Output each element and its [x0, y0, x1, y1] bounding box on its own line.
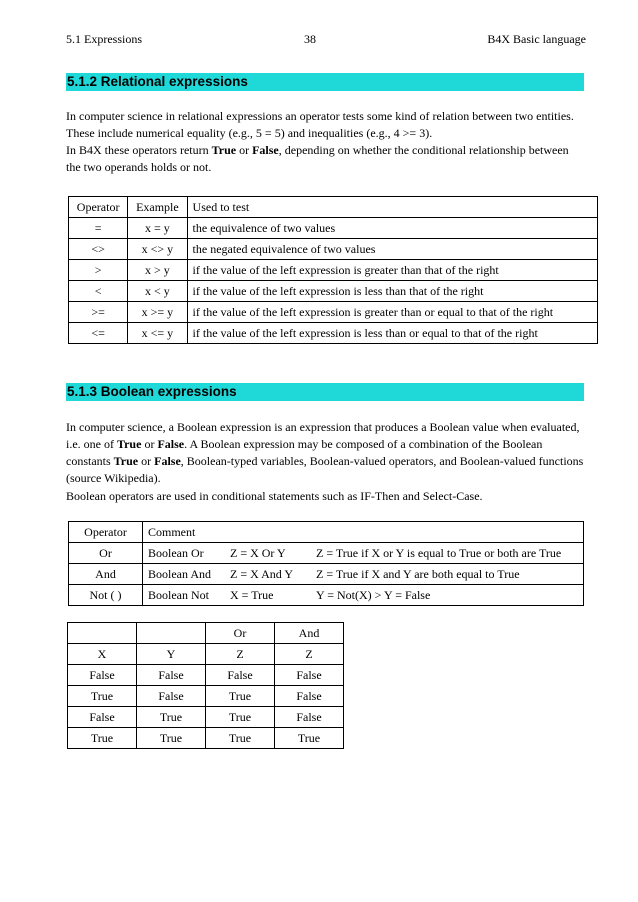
table-header-row — [68, 623, 344, 644]
table-row — [69, 281, 598, 302]
column-header — [68, 623, 137, 644]
truth-cell: True — [206, 707, 275, 728]
truth-cell: True — [137, 707, 206, 728]
table-row — [69, 323, 598, 344]
relational-return-text: In B4X these operators return True or False, depending on whether the conditional relationship between the two operands holds or not. — [66, 143, 569, 174]
truth-cell: False — [275, 665, 344, 686]
boolean-usage-paragraph: Boolean operators are used in conditional statements such as IF-Then and Select-Case. — [66, 489, 483, 503]
description-cell: the negated equivalence of two values — [187, 239, 597, 260]
page-header — [66, 32, 586, 48]
operator-expression: X = True — [230, 587, 274, 602]
section-heading-relational: 5.1.2 Relational expressions — [66, 73, 584, 91]
table-row — [68, 728, 344, 749]
column-header: Z — [206, 644, 275, 665]
relational-paragraph — [66, 108, 586, 176]
boolean-operators-table — [68, 521, 584, 606]
page-number: 38 — [304, 32, 316, 46]
column-header: Example — [128, 197, 187, 218]
operator-name: Boolean Or — [148, 545, 204, 560]
example-cell: x < y — [128, 281, 187, 302]
comment-cell — [143, 585, 584, 606]
column-header: Comment — [143, 522, 584, 543]
column-header: And — [275, 623, 344, 644]
table-row — [68, 665, 344, 686]
column-header: Z — [275, 644, 344, 665]
table-row — [69, 543, 584, 564]
column-header — [137, 623, 206, 644]
column-header: Used to test — [187, 197, 597, 218]
truth-cell: False — [275, 686, 344, 707]
table-row — [68, 686, 344, 707]
operator-result: Y = Not(X) > Y = False — [316, 587, 431, 602]
truth-cell: False — [206, 665, 275, 686]
description-cell: if the value of the left expression is greater than that of the right — [187, 260, 597, 281]
column-header: Operator — [69, 197, 128, 218]
table-row — [69, 585, 584, 606]
operator-cell: <= — [69, 323, 128, 344]
operator-result: Z = True if X and Y are both equal to True — [316, 566, 520, 581]
operator-cell: Or — [69, 543, 143, 564]
truth-cell: True — [68, 686, 137, 707]
table-row — [69, 218, 598, 239]
column-header: X — [68, 644, 137, 665]
operator-cell: <> — [69, 239, 128, 260]
table-row — [69, 564, 584, 585]
section-heading-boolean: 5.1.3 Boolean expressions — [66, 383, 584, 401]
relational-operators-table — [68, 196, 598, 344]
operator-result: Z = True if X or Y is equal to True or both are True — [316, 545, 562, 560]
description-cell: if the value of the left expression is less than or equal to that of the right — [187, 323, 597, 344]
truth-cell: False — [68, 665, 137, 686]
truth-cell: False — [68, 707, 137, 728]
operator-cell: = — [69, 218, 128, 239]
example-cell: x > y — [128, 260, 187, 281]
header-chapter: 5.1 Expressions — [66, 32, 142, 46]
comment-cell — [143, 564, 584, 585]
truth-cell: True — [206, 728, 275, 749]
relational-intro-text: In computer science in relational expressions an operator tests some kind of relation between two entities. These include numerical equality (e.g., 5 = 5) and inequalities (e.g., 4 >= 3). — [66, 109, 574, 140]
boolean-paragraph: In computer science, a Boolean expression is an expression that produces a Boolean value when evaluated, i.e. one of True or False. A Boolean expression may be composed of a combination of the Boolean constants True or False, Boolean-typed variables, Boolean-valued operators, and Boolean-valued functions (source Wikipedia). — [66, 420, 584, 485]
operator-name: Boolean And — [148, 566, 211, 581]
column-header: Y — [137, 644, 206, 665]
operator-cell: < — [69, 281, 128, 302]
operator-expression: Z = X And Y — [230, 566, 293, 581]
operator-cell: And — [69, 564, 143, 585]
column-header: Or — [206, 623, 275, 644]
table-header-row — [68, 644, 344, 665]
example-cell: x >= y — [128, 302, 187, 323]
table-row — [69, 302, 598, 323]
table-row — [69, 239, 598, 260]
truth-cell: True — [137, 728, 206, 749]
truth-cell: False — [275, 707, 344, 728]
operator-cell: >= — [69, 302, 128, 323]
example-cell: x = y — [128, 218, 187, 239]
truth-cell: True — [275, 728, 344, 749]
example-cell: x <> y — [128, 239, 187, 260]
table-header-row — [69, 522, 584, 543]
operator-cell: > — [69, 260, 128, 281]
description-cell: the equivalence of two values — [187, 218, 597, 239]
truth-cell: True — [68, 728, 137, 749]
operator-name: Boolean Not — [148, 587, 209, 602]
truth-cell: False — [137, 686, 206, 707]
truth-table — [67, 622, 344, 749]
header-book-title: B4X Basic language — [487, 32, 586, 46]
table-row — [69, 260, 598, 281]
description-cell: if the value of the left expression is greater than or equal to that of the right — [187, 302, 597, 323]
table-header-row — [69, 197, 598, 218]
description-cell: if the value of the left expression is less than that of the right — [187, 281, 597, 302]
truth-cell: True — [206, 686, 275, 707]
operator-expression: Z = X Or Y — [230, 545, 286, 560]
comment-cell — [143, 543, 584, 564]
table-row — [68, 707, 344, 728]
operator-cell: Not ( ) — [69, 585, 143, 606]
truth-cell: False — [137, 665, 206, 686]
example-cell: x <= y — [128, 323, 187, 344]
column-header: Operator — [69, 522, 143, 543]
